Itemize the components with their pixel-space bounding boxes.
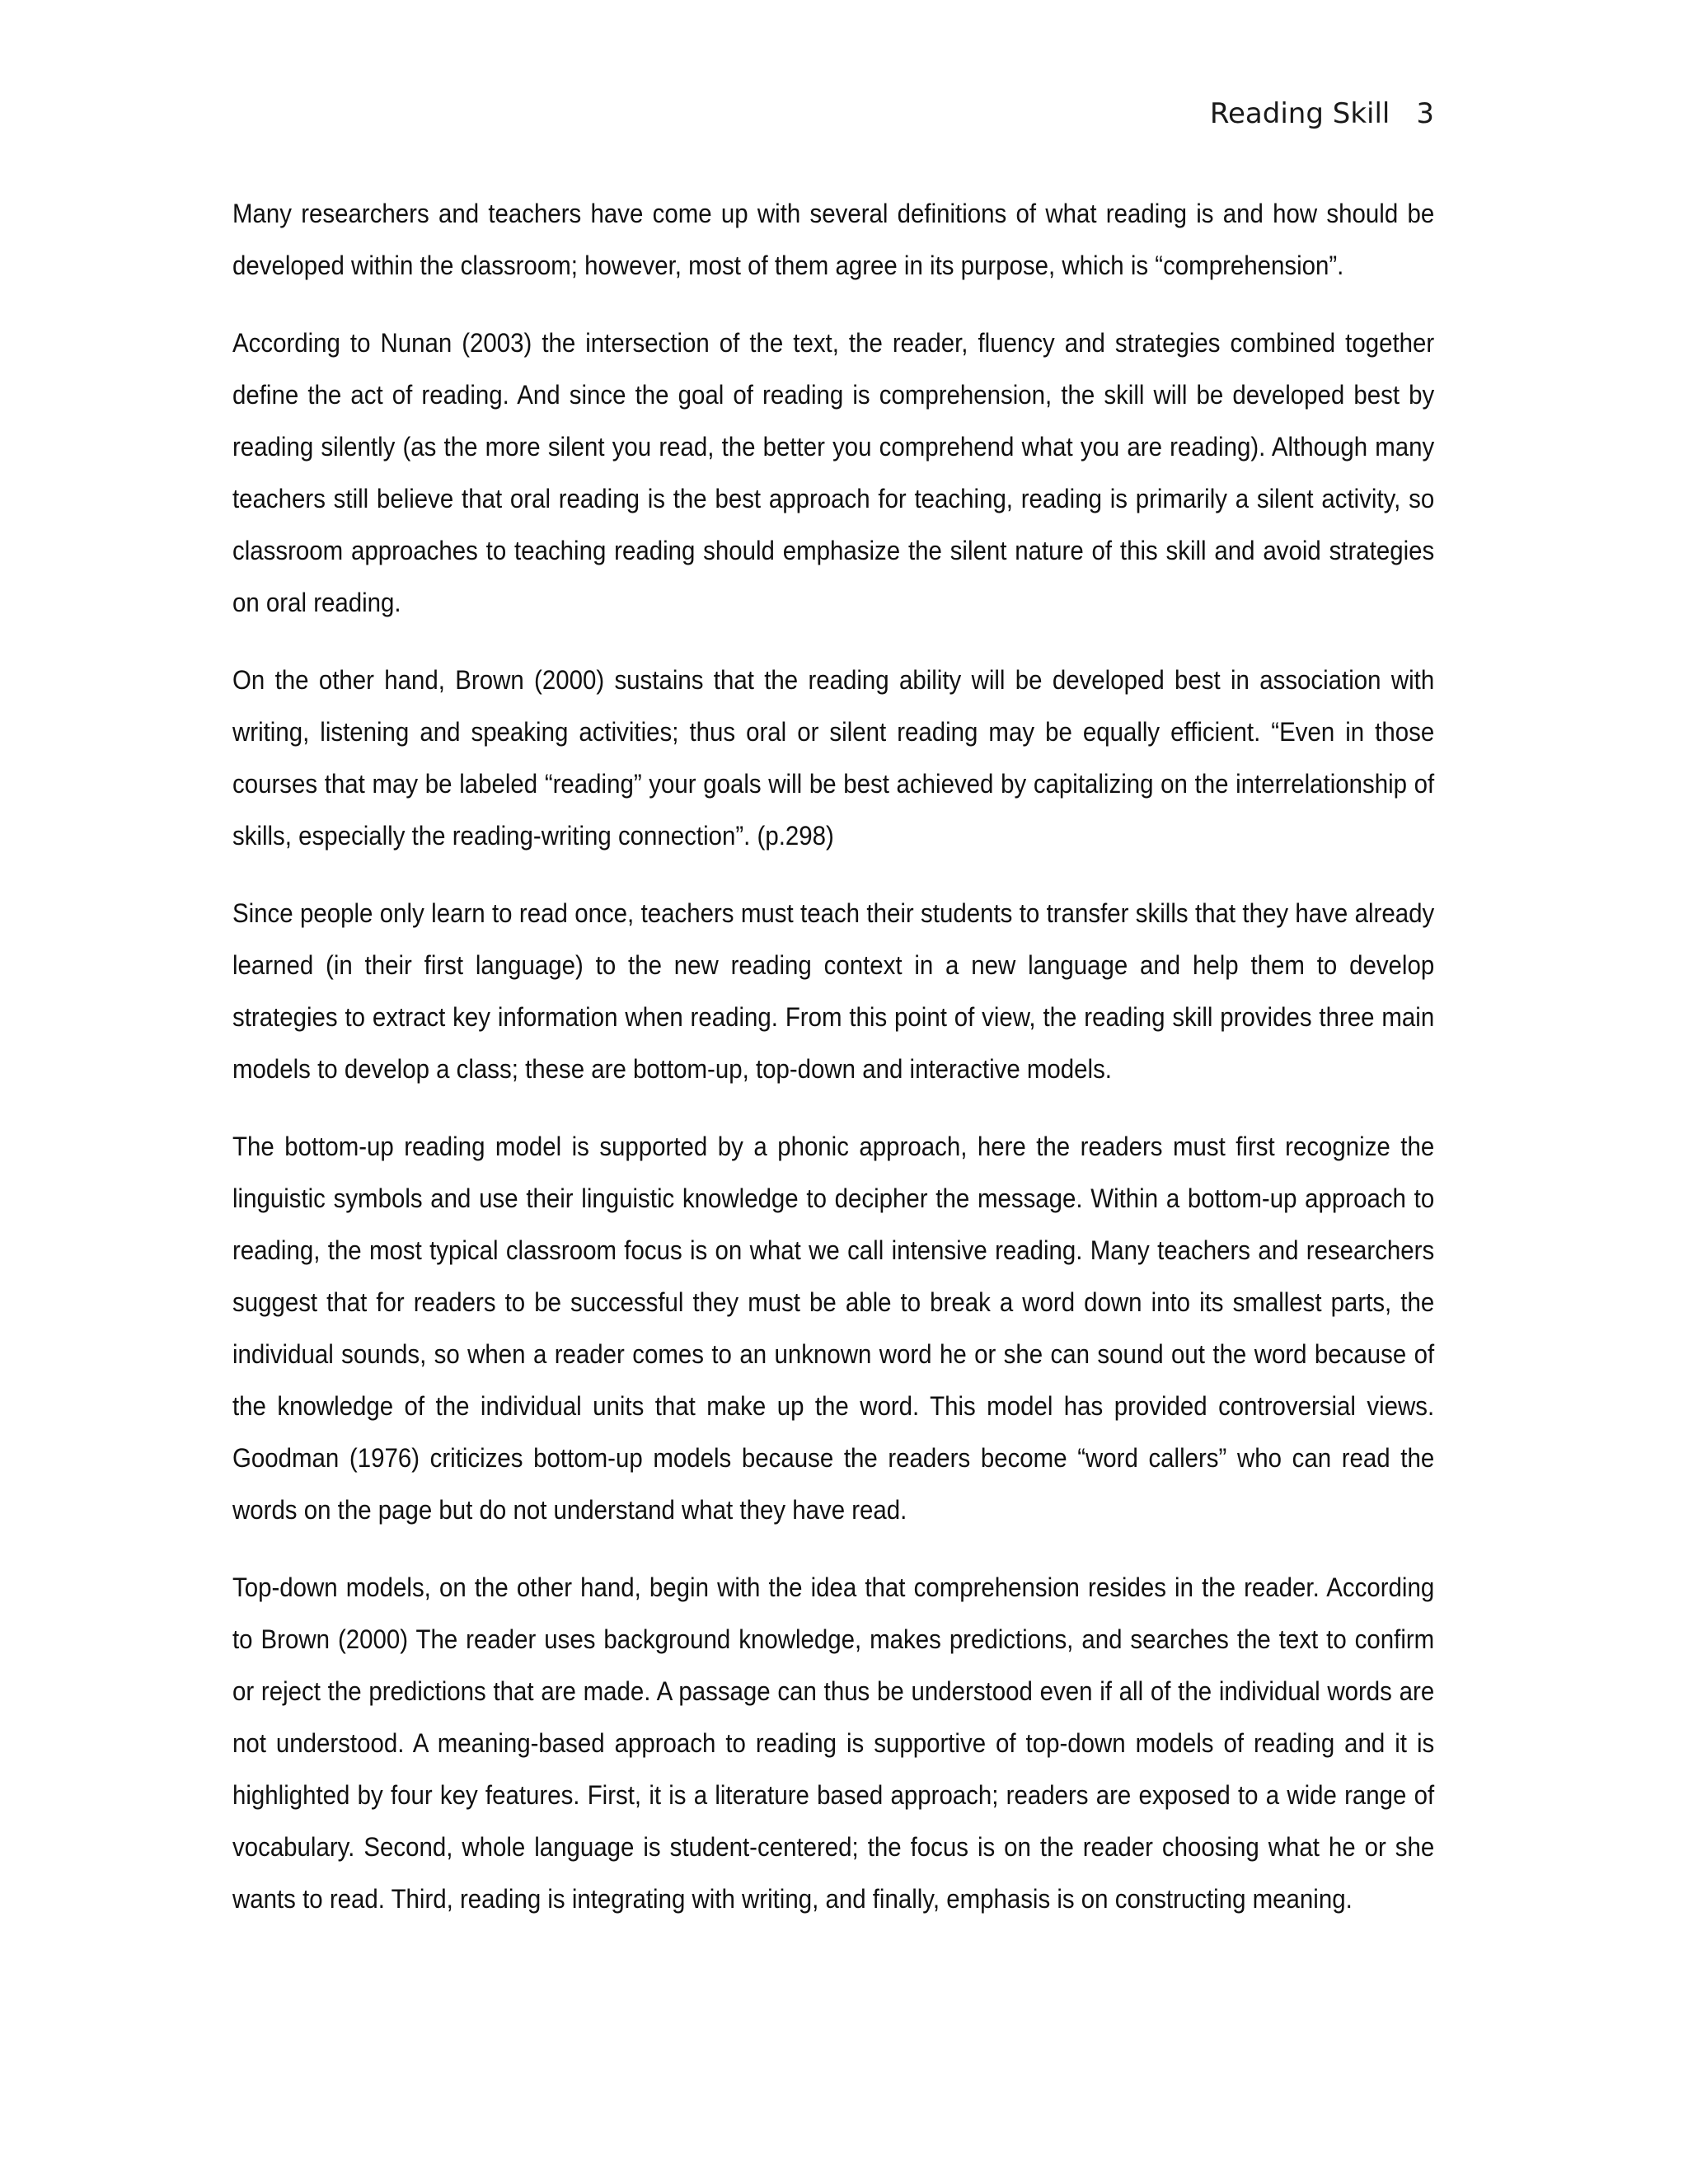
paragraph-6: Top-down models, on the other hand, begin with the idea that comprehension resides in the reader. According to Brown (2000) The reader uses background knowledge, makes predictions, and searches the text to confirm or reject the predictions that are made. A passage can thus be understood even if all of the individual words are not understood. A meaning-based approach to reading is supportive of top-down models of reading and it is highlighted by four key features. First, it is a literature based approach; readers are exposed to a wide range of vocabulary. Second, whole language is student-centered; the focus is on the reader choosing what he or she wants to read. Third, reading is integrating with writing, and finally, emphasis is on constructing meaning. bbox=[232, 1572, 1435, 1914]
running-title: Reading Skill bbox=[1209, 97, 1390, 130]
paragraph-5: The bottom-up reading model is supported by a phonic approach, here the readers must first recognize the linguistic symbols and use their linguistic knowledge to decipher the message. Within a bottom-up approach to reading, the most typical classroom focus is on what we call intensive reading. Many teachers and researchers suggest that for readers to be successful they must be able to break a word down into its smallest parts, the individual sounds, so when a reader comes to an unknown word he or she can sound out the word because of the knowledge of the individual units that make up the word. This model has provided controversial views. Goodman (1976) criticizes bottom-up models because the readers become “word callers” who can read the words on the page but do not understand what they have read. bbox=[232, 1132, 1435, 1525]
paragraph-4: Since people only learn to read once, teachers must teach their students to transfer skills that they have already learned (in their first language) to the new reading context in a new language and help them to develop strategies to extract key information when reading. From this point of view, the reading skill provides three main models to develop a class; these are bottom-up, top-down and interactive models. bbox=[232, 898, 1435, 1084]
paragraph-2: According to Nunan (2003) the intersection of the text, the reader, fluency and strategies combined together define the act of reading. And since the goal of reading is comprehension, the skill will be developed best by reading silently (as the more silent you read, the better you comprehend what you are reading). Although many teachers still believe that oral reading is the best approach for teaching, reading is primarily a silent activity, so classroom approaches to teaching reading should emphasize the silent nature of this skill and avoid strategies on oral reading. bbox=[232, 328, 1435, 617]
paragraph-1: Many researchers and teachers have come up with several definitions of what reading is and how should be developed within the classroom; however, most of them agree in its purpose, which is “comprehension”. bbox=[232, 199, 1435, 280]
body-text bbox=[232, 188, 1434, 1951]
running-header bbox=[1210, 97, 1434, 130]
paragraph-3: On the other hand, Brown (2000) sustains that the reading ability will be developed best in association with writing, listening and speaking activities; thus oral or silent reading may be equally efficient. “Even in those courses that may be labeled “reading” your goals will be best achieved by capitalizing on the interrelationship of skills, especially the reading-writing connection”. (p.298) bbox=[232, 665, 1435, 851]
page-number: 3 bbox=[1416, 97, 1434, 130]
